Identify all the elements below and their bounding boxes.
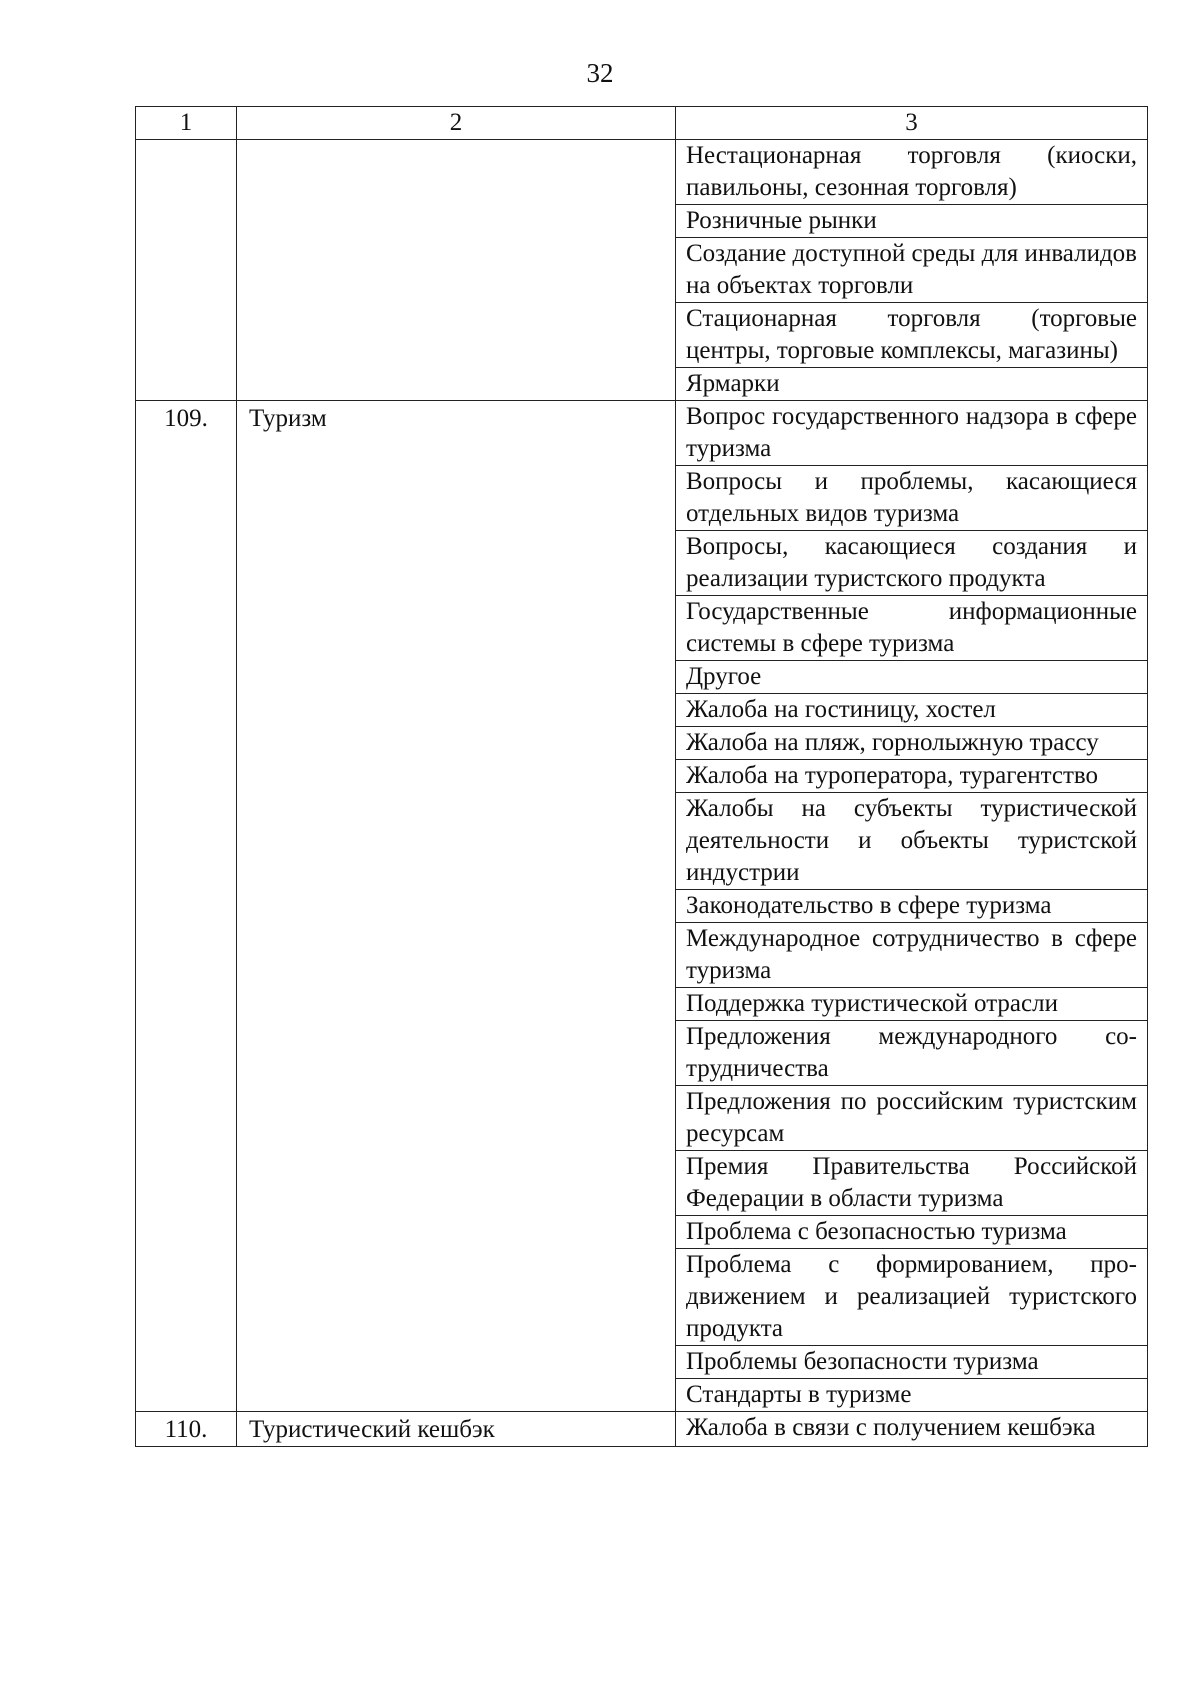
classifier-table: [135, 106, 1148, 1447]
subtopic-item: Стандарты в туризме: [686, 1381, 912, 1408]
header-col-1: 1: [136, 107, 237, 140]
subtopic-item: Ярмарки: [686, 370, 780, 397]
table-body: [136, 107, 1148, 1447]
subtopic-item: Нестационарная торговля (киоски, павильоны, сезонная торговля): [676, 140, 1147, 205]
table-row: [136, 140, 1148, 401]
subtopic-item: Жалобы на субъекты туристической деятельности и объекты туристской индустрии: [676, 793, 1147, 890]
subtopic-item: Поддержка туристической отрасли: [676, 988, 1147, 1021]
table-row: [136, 401, 1148, 1412]
subtopic-item: Вопросы, касающиеся создания и реализации туристского продукта: [676, 531, 1147, 596]
subtopic-item: Другое: [676, 661, 1147, 694]
row-subtopics: [676, 401, 1148, 1412]
subtopic-item: Проблемы безопасности туризма: [676, 1346, 1147, 1379]
subtopic-item: Предложения международного сотрудничества: [676, 1021, 1147, 1086]
page-number: 32: [586, 58, 614, 88]
subtopic-item: Вопрос государственного надзора в сфере туризма: [676, 401, 1147, 466]
header-col-2: 2: [237, 107, 676, 140]
subtopic-item: Государственные информационные системы в сфере туризма: [676, 596, 1147, 661]
row-topic: Туристический кешбэк: [237, 1412, 676, 1447]
subtopic-item: Создание доступной среды для инвалидов на объектах торговли: [676, 238, 1147, 303]
table-header-row: [136, 107, 1148, 140]
subtopic-item: Жалоба на туроператора, турагентство: [676, 760, 1147, 793]
row-subtopics: [676, 140, 1148, 401]
header-col-3: 3: [676, 107, 1148, 140]
subtopic-item: Премия Правительства Российской Федерации в области туризма: [676, 1151, 1147, 1216]
row-number: 109.: [136, 401, 237, 1412]
subtopic-item: Предложения по российским туристским ресурсам: [676, 1086, 1147, 1151]
row-topic: Туризм: [237, 401, 676, 1412]
subtopic-item: Жалоба в связи с получением кешбэка: [686, 1414, 1096, 1441]
row-number: [136, 140, 237, 401]
subtopic-item: Розничные рынки: [676, 205, 1147, 238]
subtopic-item: Стационарная торговля (торговые центры, торговые комплексы, магазины): [676, 303, 1147, 368]
subtopic-item: Законодательство в сфере туризма: [676, 890, 1147, 923]
row-number: 110.: [136, 1412, 237, 1447]
subtopic-item: Жалоба на гостиницу, хостел: [676, 694, 1147, 727]
subtopic-item: Вопросы и проблемы, касающиеся отдельных видов туризма: [676, 466, 1147, 531]
table-row: [136, 1412, 1148, 1447]
subtopic-item: Международное сотрудничество в сфере туризма: [676, 923, 1147, 988]
subtopic-item: Проблема с формированием, продвижением и реализацией туристского продукта: [676, 1249, 1147, 1346]
row-topic: [237, 140, 676, 401]
subtopic-item: Проблема с безопасностью туризма: [676, 1216, 1147, 1249]
subtopic-item: Жалоба на пляж, горнолыжную трассу: [676, 727, 1147, 760]
row-subtopics: [676, 1412, 1148, 1447]
